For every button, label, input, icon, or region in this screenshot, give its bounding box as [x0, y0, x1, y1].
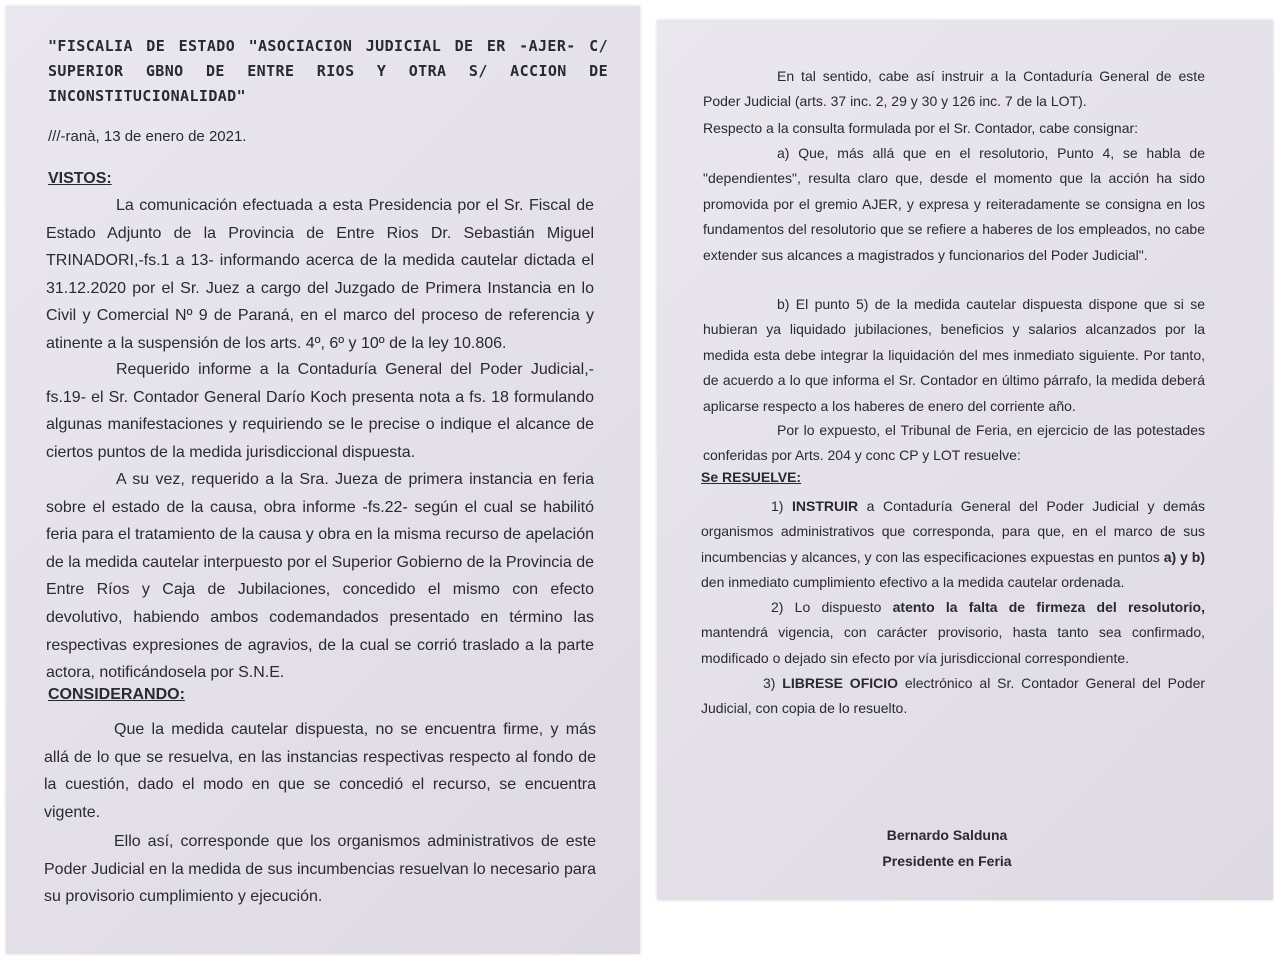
resolution-text: electrónico al Sr. Contador General del Poder Judicial, con copia de lo resuelto. — [701, 675, 1206, 717]
resolution-text: den inmediato cumplimiento efectivo a la medida cautelar ordenada. — [701, 574, 1125, 591]
considerando-title: CONSIDERANDO: — [48, 686, 185, 703]
case-heading: "FISCALIA DE ESTADO "ASOCIACION JUDICIAL DE ER -AJER- C/ SUPERIOR GBNO DE ENTRE RIOS Y OTRA S/ ACCION DE INCONSTITUCIONALIDAD" — [48, 37, 608, 105]
resolution-number: 3) — [763, 675, 776, 691]
resolution-text: Lo dispuesto — [794, 599, 882, 615]
considerando-paragraph: Que la medida cautelar dispuesta, no se encuentra firme, y más allá de lo que se resuelva, en las instancias respectivas respecto al fondo de la cuestión, dado el modo en que se concedió el recurso, se encuentra vigente. — [44, 721, 596, 821]
document-date: ///-ranà, 13 de enero de 2021. — [48, 128, 247, 145]
resolution-item-1 — [701, 494, 1205, 596]
resolution-number: 2) — [771, 599, 784, 615]
signature-title: Presidente en Feria — [882, 853, 1012, 869]
right-paragraph: Respecto a la consulta formulada por el Sr. Contador, cabe consignar: — [703, 120, 1139, 136]
resolution-bold: atento la falta de firmeza del resolutorio, — [892, 599, 1205, 615]
resolution-text: a Contaduría General del Poder Judicial y demás organismos administrativos que corresponda, para que, en el marco de sus incumbencias y alcances, y con las especificaciones expuestas en puntos — [701, 498, 1206, 565]
resolution-item-3 — [701, 671, 1205, 722]
item-a: a) Que, más allá que en el resolutorio, Punto 4, se habla de "dependientes", resulta claro que, desde el momento que la acción ha sido promovida por el gremio AJER, y expresa y reiteradamente se consigna en los fundamentos del resolutorio que se refiere a haberes de los empleados, no cabe extender sus alcances a magistrados y funcionarios del Poder Judicial". — [703, 145, 1205, 263]
document-page-left — [6, 6, 640, 954]
resolution-item-2 — [701, 595, 1205, 671]
vistos-paragraph: A su vez, requerido a la Sra. Jueza de primera instancia en feria sobre el estado de la causa, obra informe -fs.22- según el cual se habilitó feria para el tratamiento de la causa y obra en la misma recurso de apelación de la medida cautelar interpuesto por el Superior Gobierno de la Provincia de Entre Ríos y Caja de Jubilaciones, concedido el mismo con efecto devolutivo, habiendo ambos codemandados presentado en término las respectivas expresiones de agravios, de la cual se corrió traslado a la parte actora, notificándosela por S.N.E. — [46, 471, 594, 682]
resolution-bold: a) y b) — [1163, 548, 1205, 565]
resolution-number: 1) — [771, 498, 784, 514]
signature-name: Bernardo Salduna — [886, 827, 1008, 843]
vistos-paragraph: Requerido informe a la Contaduría General del Poder Judicial,-fs.19- el Sr. Contador General Darío Koch presenta nota a fs. 18 formulando algunas manifestaciones y requiriendo se le precise o indique el alcance de ciertos puntos de la medida jurisdiccional dispuesta. — [46, 361, 594, 461]
item-b: b) El punto 5) de la medida cautelar dispuesta dispone que si se hubieran ya liquidado jubilaciones, beneficios y salarios alcanzados por la medida esta debe integrar la liquidación del mes inmediato siguiente. Por tanto, de acuerdo a lo que informa el Sr. Contador en último párrafo, la medida deberá aplicarse respecto a los haberes de enero del corriente año. — [703, 296, 1205, 414]
considerando-paragraph: Ello así, corresponde que los organismos administrativos de este Poder Judicial en la medida de sus incumbencias resuelvan lo necesario para su provisorio cumplimiento y ejecución. — [44, 833, 596, 906]
right-paragraph: En tal sentido, cabe así instruir a la Contaduría General de este Poder Judicial (arts. 37 inc. 2, 29 y 30 y 126 inc. 7 de la LOT). — [703, 68, 1205, 110]
vistos-title: VISTOS: — [48, 170, 112, 187]
vistos-paragraph: La comunicación efectuada a esta Presidencia por el Sr. Fiscal de Estado Adjunto de la Provincia de Entre Rios Dr. Sebastián Miguel TRINADORI,-fs.1 a 13- informando acerca de la medida cautelar dictada el 31.12.2020 por el Sr. Juez a cargo del Juzgado de Primera Instancia en lo Civil y Comercial Nº 9 de Paraná, en el marco del proceso de referencia y atinente a la suspensión de los arts. 4º, 6º y 10º de la ley 10.806. — [46, 197, 594, 352]
right-paragraph: Por lo expuesto, el Tribunal de Feria, en ejercicio de las potestades conferidas por Arts. 204 y conc CP y LOT resuelve: — [703, 422, 1205, 464]
resolution-bold: INSTRUIR — [792, 498, 859, 514]
resolution-bold: LIBRESE OFICIO — [782, 675, 899, 691]
resuelve-title: Se RESUELVE: — [701, 469, 802, 485]
document-page-right — [657, 20, 1273, 900]
resolution-text: mantendrá vigencia, con carácter provisorio, hasta tanto sea confirmado, modificado o dejado sin efecto por vía jurisdiccional correspondiente. — [701, 624, 1205, 666]
